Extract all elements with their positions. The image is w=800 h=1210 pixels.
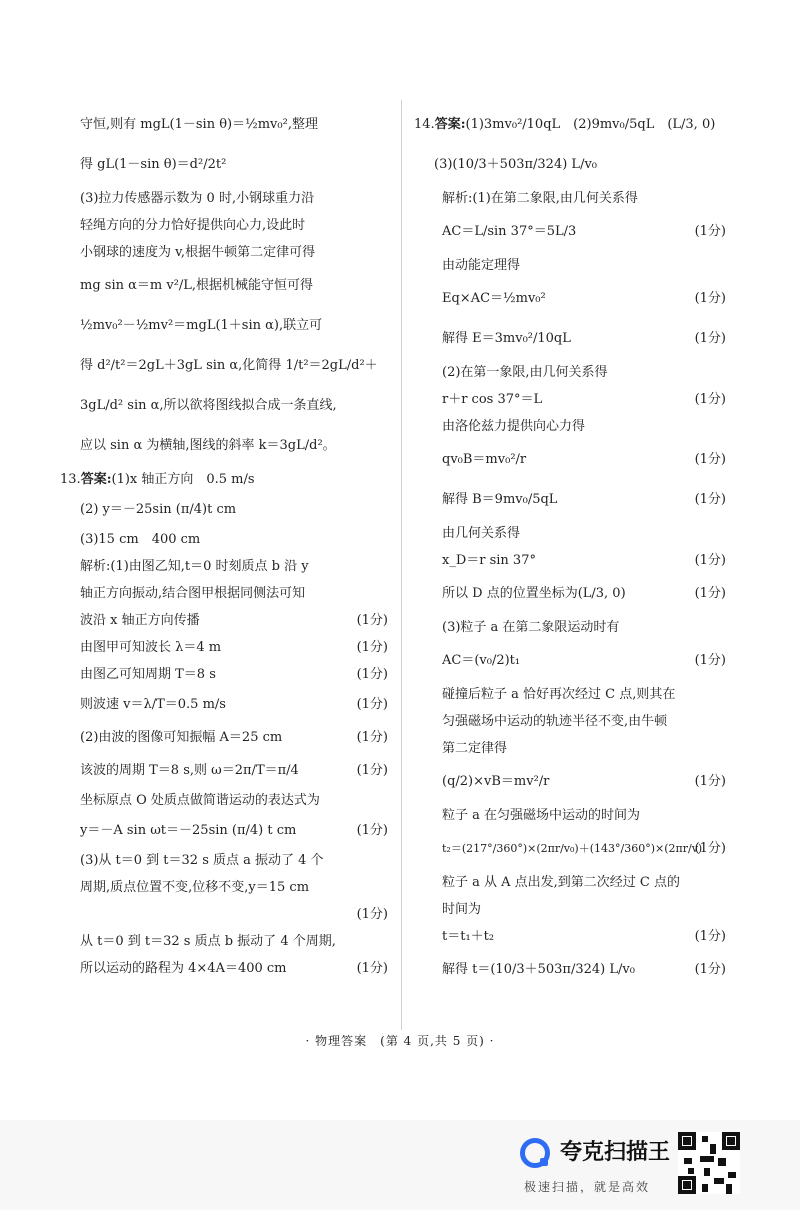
solution-line xyxy=(80,580,388,607)
line-text: 由动能定理得 xyxy=(442,258,521,273)
scanner-slogan: 极速扫描，就是高效 xyxy=(524,1180,651,1194)
line-score: (1分) xyxy=(694,392,726,407)
text-line: 小钢球的速度为 v,根据牛顿第二定律可得 xyxy=(80,245,316,260)
text-line: 得 d²/t²＝2gL＋3gL sin α,化简得 1/t²＝2gL/d²＋ xyxy=(80,358,378,373)
text-line: (3)拉力传感器示数为 0 时,小钢球重力沿 xyxy=(80,191,315,206)
line-score: (1分) xyxy=(356,961,388,976)
line-score: (1分) xyxy=(694,492,726,507)
solution-line xyxy=(442,735,726,762)
line-text: 则波速 v＝λ/T＝0.5 m/s xyxy=(80,697,226,712)
line-text: 波沿 x 轴正方向传播 xyxy=(80,613,200,628)
solution-line xyxy=(80,847,388,874)
line-score: (1分) xyxy=(356,763,388,778)
solution-line xyxy=(80,553,388,580)
column-divider xyxy=(401,100,402,1030)
line-text: 由洛伦兹力提供向心力得 xyxy=(442,419,586,434)
text-line: 轻绳方向的分力恰好提供向心力,设此时 xyxy=(80,218,306,233)
solution-line xyxy=(442,547,726,574)
left-column xyxy=(60,105,388,982)
line-text: 碰撞后粒子 a 恰好再次经过 C 点,则其在 xyxy=(442,687,676,702)
solution-line xyxy=(442,950,726,990)
line-text: 解析:(1)由图乙知,t＝0 时刻质点 b 沿 y xyxy=(80,559,309,574)
line-text: (3)粒子 a 在第二象限运动时有 xyxy=(442,620,620,635)
text-line: 3gL/d² sin α,所以欲将图线拟合成一条直线, xyxy=(80,398,337,413)
solution-line xyxy=(442,574,726,614)
solution-line xyxy=(80,874,388,901)
solution-line xyxy=(442,480,726,520)
line-text: 轴正方向振动,结合图甲根据同侧法可知 xyxy=(80,586,306,601)
line-text: (q/2)×vB＝mv²/r xyxy=(442,774,550,789)
q13-answer-label: 答案: xyxy=(80,472,112,487)
line-score: (1分) xyxy=(694,291,726,306)
line-text: 第二定律得 xyxy=(442,741,508,756)
solution-line xyxy=(442,359,726,386)
solution-line xyxy=(80,634,388,661)
line-score: (1分) xyxy=(694,331,726,346)
line-text: 解得 t＝(10/3＋503π/324) L/v₀ xyxy=(442,962,635,977)
q13-solution xyxy=(80,553,388,982)
line-text: Eq×AC＝½mv₀² xyxy=(442,291,546,306)
q14-solution xyxy=(414,185,726,990)
line-score: (1分) xyxy=(694,774,726,789)
line-score: (1分) xyxy=(356,730,388,745)
line-text: 所以 D 点的位置坐标为(L/3, 0) xyxy=(442,586,626,601)
q13-answer-2: (2) y＝－25sin (π/4)t cm xyxy=(80,502,237,517)
line-score: (1分) xyxy=(356,613,388,628)
solution-line xyxy=(442,641,726,681)
solution-line xyxy=(80,607,388,634)
solution-line xyxy=(442,279,726,319)
solution-line xyxy=(442,896,726,923)
line-text: 从 t＝0 到 t＝32 s 质点 b 振动了 4 个周期, xyxy=(80,934,336,949)
line-text: 解得 E＝3mv₀²/10qL xyxy=(442,331,571,346)
q13-answer-heading xyxy=(60,466,388,493)
solution-line xyxy=(442,252,726,279)
text-line: 守恒,则有 mgL(1－sin θ)＝½mv₀²,整理 xyxy=(80,117,318,132)
q14-number: 14. xyxy=(414,117,435,132)
solution-line xyxy=(442,520,726,547)
line-text: qv₀B＝mv₀²/r xyxy=(442,452,527,467)
solution-line xyxy=(80,688,388,721)
solution-line xyxy=(80,901,388,928)
solution-line xyxy=(442,319,726,359)
line-text: 由几何关系得 xyxy=(442,526,521,541)
line-score: (1分) xyxy=(356,640,388,655)
solution-line xyxy=(80,754,388,787)
line-score: (1分) xyxy=(694,224,726,239)
solution-line xyxy=(80,955,388,982)
text-line: mg sin α＝m v²/L,根据机械能守恒可得 xyxy=(80,278,314,293)
line-text: AC＝(v₀/2)t₁ xyxy=(442,653,521,668)
q13-number: 13. xyxy=(60,472,81,487)
line-text: 该波的周期 T＝8 s,则 ω＝2π/T＝π/4 xyxy=(80,763,299,778)
solution-line xyxy=(442,386,726,413)
solution-line xyxy=(442,440,726,480)
q14-answer-label: 答案: xyxy=(434,117,466,132)
line-text: r＋r cos 37°＝L xyxy=(442,392,543,407)
line-score: (1分) xyxy=(694,586,726,601)
solution-line xyxy=(442,869,726,896)
line-score: (1分) xyxy=(694,929,726,944)
solution-line xyxy=(442,681,726,708)
q14-answer-heading xyxy=(414,105,726,145)
q13-answer-1: (1)x 轴正方向 0.5 m/s xyxy=(111,472,255,487)
line-text: y＝－A sin ωt＝－25sin (π/4) t cm xyxy=(80,823,297,838)
solution-line xyxy=(80,721,388,754)
line-score: (1分) xyxy=(356,667,388,682)
solution-line xyxy=(442,923,726,950)
line-text: 周期,质点位置不变,位移不变,y＝15 cm xyxy=(80,880,310,895)
text-line: 应以 sin α 为横轴,图线的斜率 k＝3gL/d²。 xyxy=(80,438,336,453)
line-text: 由图乙可知周期 T＝8 s xyxy=(80,667,216,682)
text-line: ½mv₀²－½mv²＝mgL(1＋sin α),联立可 xyxy=(80,318,323,333)
solution-line xyxy=(442,708,726,735)
line-score: (1分) xyxy=(694,653,726,668)
line-text: (2)在第一象限,由几何关系得 xyxy=(442,365,608,380)
line-text: (3)从 t＝0 到 t＝32 s 质点 a 振动了 4 个 xyxy=(80,853,324,868)
solution-line xyxy=(442,614,726,641)
line-text: 坐标原点 O 处质点做简谐运动的表达式为 xyxy=(80,793,320,808)
solution-line xyxy=(442,762,726,802)
line-text: x_D＝r sin 37° xyxy=(442,553,536,568)
right-column xyxy=(414,105,726,990)
scanner-brand-name: 夸克扫描王 xyxy=(560,1140,671,1165)
line-score: (1分) xyxy=(356,907,388,922)
qr-code-icon xyxy=(678,1132,740,1194)
text-line: 得 gL(1－sin θ)＝d²/2t² xyxy=(80,157,227,172)
solution-line xyxy=(442,802,726,829)
line-score: (1分) xyxy=(694,841,726,856)
solution-line xyxy=(80,928,388,955)
line-text: 匀强磁场中运动的轨迹半径不变,由牛顿 xyxy=(442,714,668,729)
line-text: 时间为 xyxy=(442,902,482,917)
line-score: (1分) xyxy=(356,697,388,712)
line-score: (1分) xyxy=(356,823,388,838)
line-score: (1分) xyxy=(694,452,726,467)
scanner-logo-icon xyxy=(520,1138,550,1168)
q14-answer-1: (1)3mv₀²/10qL (2)9mv₀/5qL (L/3, 0) xyxy=(465,117,716,132)
solution-line xyxy=(80,787,388,814)
solution-line xyxy=(80,814,388,847)
line-text: 所以运动的路程为 4×4A＝400 cm xyxy=(80,961,287,976)
line-text: 由图甲可知波长 λ＝4 m xyxy=(80,640,222,655)
solution-line xyxy=(442,413,726,440)
line-text: (2)由波的图像可知振幅 A＝25 cm xyxy=(80,730,283,745)
line-score: (1分) xyxy=(694,962,726,977)
page-footer: · 物理答案 (第 4 页,共 5 页) · xyxy=(305,1034,495,1048)
line-text: 解得 B＝9mv₀/5qL xyxy=(442,492,558,507)
q13-answer-3: (3)15 cm 400 cm xyxy=(80,532,201,547)
line-score: (1分) xyxy=(694,553,726,568)
solution-line xyxy=(442,185,726,212)
solution-line xyxy=(442,212,726,252)
line-text: t₂＝(217°/360°)×(2πr/v₀)＋(143°/360°)×(2πr/v) xyxy=(442,842,703,855)
line-text: 解析:(1)在第二象限,由几何关系得 xyxy=(442,191,638,206)
solution-line xyxy=(442,829,726,869)
line-text: 粒子 a 从 A 点出发,到第二次经过 C 点的 xyxy=(442,875,681,890)
line-text: 粒子 a 在匀强磁场中运动的时间为 xyxy=(442,808,641,823)
solution-line xyxy=(80,661,388,688)
line-text: t＝t₁＋t₂ xyxy=(442,929,495,944)
q14-answer-2: (3)(10/3＋503π/324) L/v₀ xyxy=(434,157,598,172)
line-text: AC＝L/sin 37°＝5L/3 xyxy=(442,224,577,239)
